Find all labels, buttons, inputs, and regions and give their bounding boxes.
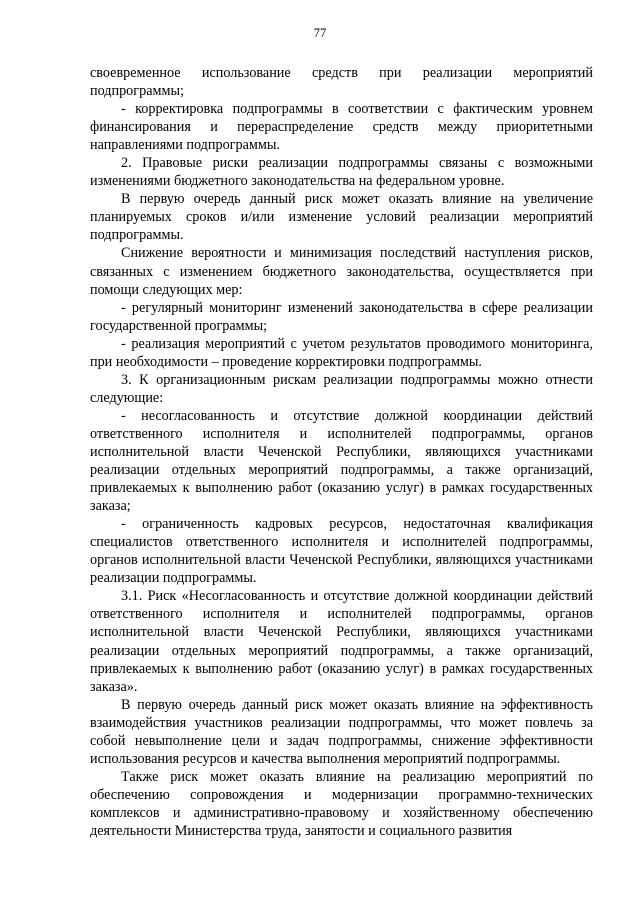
paragraph: 3.1. Риск «Несогласованность и отсутствие должной координации действий ответственного исполнителя и исполнителей подпрограммы, органов исполнительной власти Чеченской Республики, являющихся участниками реализации отдельных мероприятий подпрограммы, а также организаций, привлекаемых к выполнению работ (оказанию услуг) в рамках государственных заказа». (90, 588, 593, 695)
document-body (90, 64, 593, 840)
list-item: - ограниченность кадровых ресурсов, недостаточная квалификация специалистов ответственного исполнителя и исполнителей подпрограммы, органов исполнительной власти Чеченской Республики, являющихся участниками реализации подпрограммы. (90, 516, 593, 587)
paragraph: 2. Правовые риски реализации подпрограммы связаны с возможными изменениями бюджетного законодательства на федеральном уровне. (90, 155, 593, 190)
list-item: - реализация мероприятий с учетом результатов проводимого мониторинга, при необходимости – проведение корректировки подпрограммы. (90, 335, 593, 370)
paragraph: В первую очередь данный риск может оказать влияние на эффективность взаимодействия участников реализации подпрограммы, что может повлечь за собой невыполнение цели и задач подпрограммы, снижение эффективности использования ресурсов и качества выполнения мероприятий подпрограммы. (90, 696, 593, 767)
list-item: - корректировка подпрограммы в соответствии с фактическим уровнем финансирования и перераспределение средств между приоритетными направлениями подпрограммы. (90, 101, 593, 154)
list-item: - регулярный мониторинг изменений законодательства в сфере реализации государственной программы; (90, 299, 593, 334)
list-item: - несогласованность и отсутствие должной координации действий ответственного исполнителя и исполнителей подпрограммы, органов исполнительной власти Чеченской Республики, являющихся участниками реализации отдельных мероприятий подпрограммы, а также организаций, привлекаемых к выполнению работ (оказанию услуг) в рамках государственных заказа; (90, 407, 593, 515)
paragraph: своевременное использование средств при реализации мероприятий подпрограммы; (90, 65, 593, 100)
page-number: 77 (313, 26, 327, 40)
paragraph: 3. К организационным рискам реализации подпрограммы можно отнести следующие: (90, 371, 593, 406)
paragraph: В первую очередь данный риск может оказать влияние на увеличение планируемых сроков и/или изменение условий реализации мероприятий подпрограммы. (90, 191, 593, 244)
paragraph: Также риск может оказать влияние на реализацию мероприятий по обеспечению сопровождения и модернизации программно-технических комплексов и административно-правовому и хозяйственному обеспечению деятельности Министерства труда, занятости и социального развития (90, 768, 593, 839)
paragraph: Снижение вероятности и минимизация последствий наступления рисков, связанных с изменением бюджетного законодательства, осуществляется при помощи следующих мер: (90, 245, 593, 298)
